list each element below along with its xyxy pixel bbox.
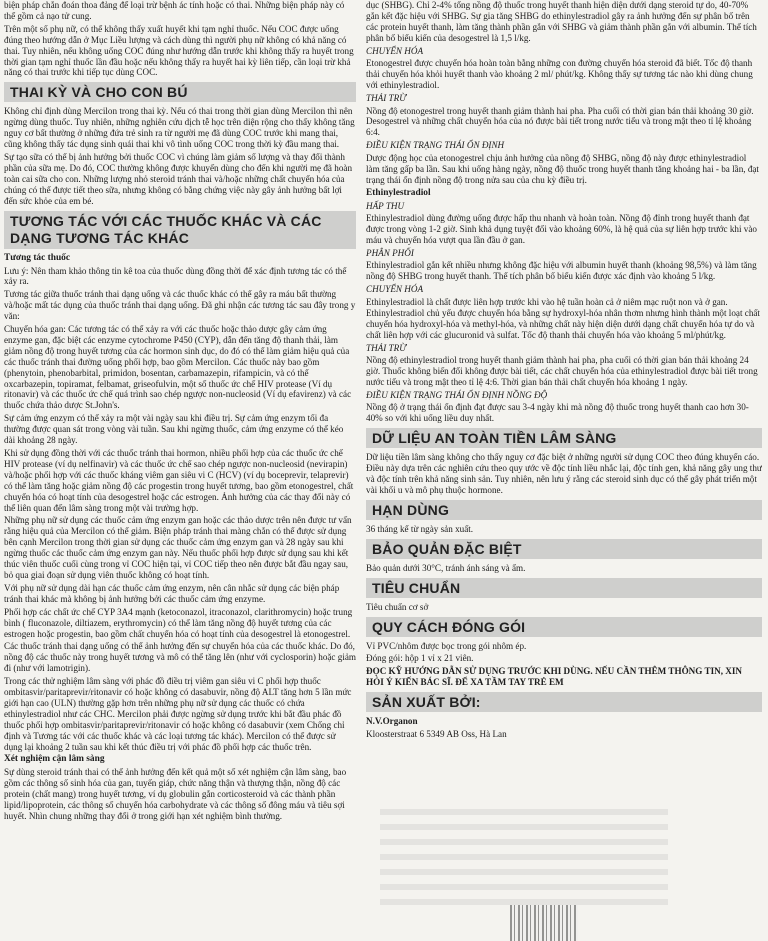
bleed-through-text bbox=[380, 800, 740, 910]
packaging-text: Đóng gói: hộp 1 vỉ x 21 viên. bbox=[366, 653, 474, 664]
manufacturer-name: N.V.Organon bbox=[366, 716, 418, 727]
subheading-lab-tests: Xét nghiệm cận lâm sàng bbox=[4, 754, 105, 765]
storage-text: Bảo quản dưới 30°C, tránh ánh sáng và ẩm. bbox=[366, 562, 526, 573]
section-header-packaging: QUY CÁCH ĐÓNG GÓI bbox=[366, 617, 762, 637]
label-elimination: THẢI TRỪ bbox=[366, 92, 407, 103]
pk-paragraph: Nồng độ ethinylestradiol trong huyết thanh giảm thành hai pha, pha cuối có thời gian bán thải khoảng 24 giờ. Thuốc không biến đổi không được bài tiết, các chất chuyển hóa của ethinylestradiol được bài tiết trong nước tiểu và trong mật theo tỉ lệ 4:6. Thời gian bán thải chất chuyển hóa khoảng 1 ngày. bbox=[366, 355, 758, 387]
label-elimination: THẢI TRỪ bbox=[366, 342, 407, 353]
preclinical-paragraph: Dữ liệu tiền lâm sàng không cho thấy nguy cơ đặc biệt ở những người sử dụng COC theo đúng khuyến cáo. Điều này dựa trên các nghiên cứu theo quy ước về độc tính liều nhắc lại, độc tính gen, khả năng gây ung thư và độc tính trên khả năng sinh sản. Tuy nhiên, nên lưu ý rằng các steroid sinh dục có thể gây phát triển một vài khối u và mô phụ thuộc hormone. bbox=[366, 452, 762, 495]
interaction-paragraph: Sự cảm ứng enzym có thể xảy ra một vài ngày sau khi điều trị. Sự cảm ứng enzym tối đa thường được quan sát trong vòng vài tuần. Sau khi ngừng thuốc, cảm ứng enzyme có thể kéo dài khoảng 28 ngày. bbox=[4, 413, 344, 446]
lab-paragraph: Sự dùng steroid tránh thai có thể ảnh hưởng đến kết quả một số xét nghiệm cận lâm sàng, bao gồm các thông số sinh hóa của gan, tuyến giáp, chức năng thận và thượng thận, nồng độ các protein (chất mang) trong huyết tương, ví dụ globulin gắn corticosteroid và các thành phần lipid/lipoprotein, các thông số chuyển hóa carbohydrate và các thông số đông máu và tiêu sợi huyết. Nhìn chung những thay đổi ở trong giới hạn xét nghiệm bình thường. bbox=[4, 767, 347, 822]
section-header-manufacturer: SẢN XUẤT BỞI: bbox=[366, 692, 762, 712]
warning-text: ĐỌC KỸ HƯỚNG DẪN SỬ DỤNG TRƯỚC KHI DÙNG. NẾU CẦN THÊM THÔNG TIN, XIN HỎI Ý KIẾN BÁC SĨ. ĐỂ XA TẦM TAY TRẺ EM bbox=[366, 666, 743, 688]
pk-paragraph: dục (SHBG). Chỉ 2-4% tổng nồng độ thuốc trong huyết thanh hiện diện dưới dạng steroid tự do, 40-70% gắn kết đặc hiệu với SHBG. Sự gia tăng SHBG do ethinylestradiol gây ra ảnh hưởng đến sự phân bố trên các protein huyết thanh, làm tăng thành phần gắn với SHBG và giảm thành phần gắn với albumin. Thể tích phân bố biểu kiến của desogestrel là 1,5 l/kg. bbox=[366, 0, 757, 43]
pk-paragraph: Nồng độ ở trạng thái ổn định đạt được sau 3-4 ngày khi mà nồng độ thuốc trong huyết thanh cao hơn 30-40% so với khi uống liều duy nhất. bbox=[366, 402, 749, 424]
interaction-paragraph: Lưu ý: Nên tham khảo thông tin kê toa của thuốc dùng đồng thời để xác định tương tác có thể xảy ra. bbox=[4, 265, 347, 287]
pk-paragraph: Nồng độ etonogestrel trong huyết thanh giảm thành hai pha. Pha cuối có thời gian bán thải khoảng 30 giờ. Desogestrel và những chất chuyển hóa của nó được bài tiết trong nước tiểu và trong mật theo tỉ lệ khoảng 6:4. bbox=[366, 105, 754, 138]
interaction-paragraph: Chuyển hóa gan: Các tương tác có thể xảy ra với các thuốc hoặc thảo dược gây cảm ứng enzyme gan, đặc biệt các enzyme cytochrome P450 (CYP), dẫn đến tăng độ thanh thải, làm giảm nồng độ trong huyết tương của các hormon sinh dục, do đó có thể làm giảm hiệu quả của các thuốc tránh thai đường uống phối hợp, bao gồm Mercilon. Các thuốc này bao gồm (phenytoin, phenobarbital, primidon, bosentan, carbamazepin, rifampicin, và có thể oxcarbazepin, topiramat, felbamat, griseofulvin, một số thuốc ức chế HIV protease (Ví dụ ritonavir) và các thuốc ức chế quá trình sao chép ngược non-nucleosid (Ví dụ efavirenz) và các thuốc chứa thảo dược St.John's. bbox=[4, 324, 352, 411]
pk-paragraph: Ethinylestradiol là chất được liên hợp trước khi vào hệ tuần hoàn cả ở niêm mạc ruột non và ở gan. Ethinylestradiol chủ yếu được chuyển hóa bằng sự hydroxyl-hóa nhân thơm nhưng hình thành một loạt chất chuyển hóa hydroxyl-hóa và methyl-hóa, và những chất này hiện diện dưới dạng chất chuyển hóa tự do và chất liên hợp với các glucuronid và sulfat. Tốc độ thanh thải chuyển hóa vào khoảng 5 ml/phút/kg. bbox=[366, 296, 760, 340]
pk-paragraph: Etonogestrel được chuyển hóa hoàn toàn bằng những con đường chuyển hóa steroid đã biết. Tốc độ thanh thải chuyển hóa khỏi huyết thanh vào khoảng 2 ml/ phút/kg. Không thấy sự tương tác nào khi dùng chung với ethinylestradiol. bbox=[366, 58, 753, 91]
pk-paragraph: Ethinylestradiol gắn kết nhiều nhưng không đặc hiệu với albumin huyết thanh (khoảng 98,5%) và làm tăng nồng độ SHBG trong huyết thanh. Thể tích phân bố biểu kiến được xác định vào khoảng 5 l/kg. bbox=[366, 260, 757, 282]
pregnancy-paragraph: Không chỉ định dùng Mercilon trong thai kỳ. Nếu có thai trong thời gian dùng Mercilon thì nên ngừng dùng thuốc. Tuy nhiên, những nghiên cứu dịch tễ học trên diện rộng cho thấy không tăng nguy cơ bất thường ở những đứa trẻ sinh ra từ người mẹ đã dùng COC trước khi mang thai, cũng không thấy tác dụng sinh quái thai khi vô tình uống COC trong thời kỳ đầu mang thai. bbox=[4, 106, 355, 150]
interaction-paragraph: Những phụ nữ sử dụng các thuốc cảm ứng enzym gan hoặc các thảo dược trên nên được tư vấn rằng hiệu quả của Mercilon có thể giảm. Biện pháp tránh thai màng chắn có thể được sử dụng bên cạnh Mercilon trong thời gian sử dụng các thuốc cảm ứng enzym gan và 28 ngày sau khi ngừng thuốc các thuốc cảm ứng enzym gan này. Nếu thuốc phối hợp được sử dụng sau khi kết thúc viên thuốc cuối cùng trong vỉ COC hiện tại, vỉ COC tiếp theo nên được bắt đầu ngay sau, bỏ qua giai đoạn sử dụng viên thuốc không có hoạt tính. bbox=[4, 515, 352, 580]
section-header-shelf-life: HẠN DÙNG bbox=[366, 500, 762, 520]
intro-paragraph: Trên một số phụ nữ, có thể không thấy xuất huyết khi tạm nghỉ thuốc. Nếu COC được uống đúng theo hướng dẫn ở Mục Liều lượng và cách dùng thì người phụ nữ không có khả năng có thai. Tuy nhiên, nếu không uống COC đúng như hướng dẫn trước khi không thấy ra huyết trong thời gian tạm nghỉ thuốc lần đầu hoặc nếu không thấy ra huyết hai kỳ liên tiếp, cần loại trừ khả năng có thai trước khi tiếp tục dùng COC. bbox=[4, 23, 354, 78]
label-steady-state: ĐIỀU KIỆN TRẠNG THÁI ỔN ĐỊNH bbox=[366, 140, 505, 151]
packaging-text: Vỉ PVC/nhôm được bọc trong gói nhôm ép. bbox=[366, 640, 527, 651]
interaction-paragraph: Trong các thử nghiệm lâm sàng với phác đồ điều trị viêm gan siêu vi C phối hợp thuốc ombitasvir/paritaprevir/ritonavir có hoặc không có dasabuvir, nồng độ ALT tăng hơn 5 lần mức giới hạn cao (ULN) thường gặp hơn trên những phụ nữ sử dụng các thuốc có chứa ethinylestradiol như các CHC. Mercilon phải được ngừng sử dụng trước khi bắt đầu phác đồ thuốc phối hợp ombitasvir/paritaprevir/ritonavir có hoặc không có dasabuvir (xem Chống chỉ định và Tương tác với các thuốc khác và các loại tương tác khác). Mercilon có thể được sử dụng lại khoảng 2 tuần sau khi kết thúc điều trị với phác đồ phối hợp các thuốc trên. bbox=[4, 676, 352, 752]
intro-paragraph: biện pháp chắn đoán thoa đảng để loại trừ bệnh ác tính hoặc có thai. Những biện pháp này có thể gồm cả nạo tử cung. bbox=[4, 0, 345, 21]
pregnancy-paragraph: Sự tạo sữa có thể bị ảnh hưởng bởi thuốc COC vì chúng làm giảm số lượng và thay đổi thành phần của sữa mẹ. Do đó, COC thường không được khuyến dùng cho đến khi người mẹ đã hoàn toàn cai sữa cho con. Những lượng nhỏ steroid tránh thai và/hoặc những chất chuyển hóa của chúng có thể được tiết theo sữa, nhưng không có bằng chứng việc này gây ảnh hưởng bất lợi đến sức khỏe của em bé. bbox=[4, 151, 353, 206]
interaction-paragraph: Khi sử dụng đồng thời với các thuốc tránh thai hormon, nhiều phối hợp của các thuốc ức chế HIV protease (ví dụ nelfinavir) và các thuốc ức chế sao chép ngược non-nucleosid (nevirapin) và/hoặc phối hợp với các thuốc kháng viêm gan siêu vi C (HCV) (ví dụ boceprevir, telaprevir) có thể làm tăng hoặc giảm nồng độ các progestin trong huyết tương, bao gồm etonogestrel, chất chuyển hóa có hoạt tính của desogestrel hoặc các estrogen. Ảnh hưởng của các thay đổi này có thể liên quan đến lâm sàng trong một vài trường hợp. bbox=[4, 448, 354, 513]
section-header-interactions: TƯƠNG TÁC VỚI CÁC THUỐC KHÁC VÀ CÁC DẠNG TƯƠNG TÁC KHÁC bbox=[4, 211, 356, 249]
section-header-preclinical: DỮ LIỆU AN TOÀN TIỀN LÂM SÀNG bbox=[366, 428, 762, 448]
label-absorption: HẤP THU bbox=[366, 200, 405, 211]
section-header-storage: BẢO QUẢN ĐẶC BIỆT bbox=[366, 539, 762, 559]
interaction-paragraph: Tương tác giữa thuốc tránh thai dạng uống và các thuốc khác có thể gây ra máu bất thường và/hoặc mất tác dụng của thuốc tránh thai dạng uống. Đã ghi nhận các tương tác sau đây trong y văn: bbox=[4, 289, 356, 322]
shelf-life-text: 36 tháng kể từ ngày sản xuất. bbox=[366, 523, 474, 534]
section-header-pregnancy: THAI KỲ VÀ CHO CON BÚ bbox=[4, 82, 356, 102]
subheading-drug-interactions: Tương tác thuốc bbox=[4, 252, 71, 263]
manufacturer-address: Kloosterstraat 6 5349 AB Oss, Hà Lan bbox=[366, 729, 507, 740]
standard-text: Tiêu chuẩn cơ sở bbox=[366, 601, 429, 612]
label-steady-state: ĐIỀU KIỆN TRẠNG THÁI ỔN ĐỊNH NỒNG ĐỘ bbox=[366, 389, 548, 400]
pk-paragraph: Dược động học của etonogestrel chịu ảnh hưởng của nồng độ SHBG, nồng độ này được ethinylestradiol làm tăng gấp ba lần. Sau khi uống hàng ngày, nồng độ thuốc trong huyết thanh tăng khoảng hai - ba lần, đạt trạng thái ổn định nồng độ trong nửa sau của chu kỳ điều trị. bbox=[366, 152, 759, 185]
interaction-paragraph: Với phụ nữ sử dụng dài hạn các thuốc cảm ứng enzym, nên cân nhắc sử dụng các biện pháp tránh thai khác mà không bị ảnh hưởng bởi các thuốc cảm ứng enzyme. bbox=[4, 582, 340, 604]
barcode bbox=[510, 905, 578, 941]
subheading-ethinylestradiol: Ethinylestradiol bbox=[366, 187, 431, 198]
interaction-paragraph: Phối hợp các chất ức chế CYP 3A4 mạnh (ketoconazol, itraconazol, clarithromycin) hoặc trung bình ( fluconazole, diltiazem, erythromycin) có thể làm tăng nồng độ huyết tương của các estrogen hoặc progestin, bao gồm chất chuyển hóa có hoạt tính của desogestrel là etonogestrel. bbox=[4, 606, 353, 639]
interaction-paragraph: Các thuốc tránh thai dạng uống có thể ảnh hưởng đến sự chuyển hóa của các thuốc khác. Do đó, nồng độ các thuốc này trong huyết tương và mô có thể tăng lên (như với cyclosporin) hoặc giảm đi (như với lamotrigin). bbox=[4, 641, 356, 674]
label-metabolism: CHUYỂN HÓA bbox=[366, 45, 424, 56]
left-column bbox=[4, 0, 356, 941]
label-metabolism: CHUYỂN HÓA bbox=[366, 284, 424, 295]
section-header-standard: TIÊU CHUẨN bbox=[366, 578, 762, 598]
label-distribution: PHÂN PHỐI bbox=[366, 247, 414, 258]
pk-paragraph: Ethinylestradiol dùng đường uống được hấp thu nhanh và hoàn toàn. Nồng độ đỉnh trong huyết thanh đạt được trong vòng 1-2 giờ. Sinh khả dụng tuyệt đối vào khoảng 60%, là hệ quả của sự liên hợp trước khi vào máu và chuyển hóa vượt qua lần đầu ở gan. bbox=[366, 213, 757, 245]
